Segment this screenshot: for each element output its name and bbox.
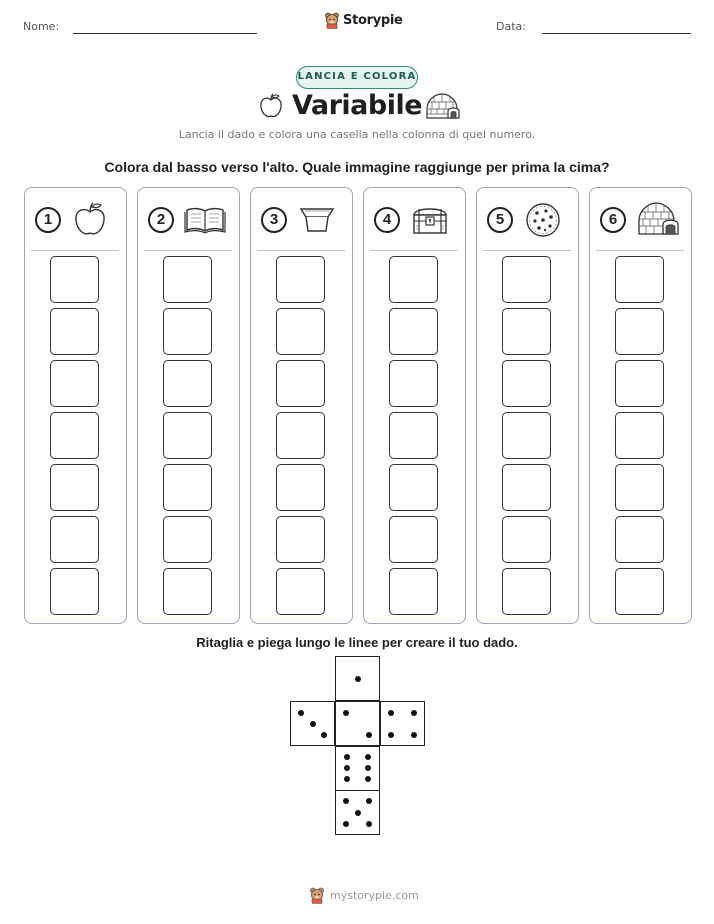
page-title: Variabile: [291, 90, 423, 121]
book-icon: [184, 199, 226, 244]
color-box[interactable]: [502, 308, 551, 355]
box-icon: [297, 199, 337, 244]
die-pip: [321, 732, 327, 738]
color-box[interactable]: [615, 308, 664, 355]
column-header: [590, 188, 691, 250]
color-box[interactable]: [50, 308, 99, 355]
color-box[interactable]: [276, 464, 325, 511]
die-pip: [343, 821, 349, 827]
die-pip: [365, 754, 371, 760]
color-box[interactable]: [389, 308, 438, 355]
color-box[interactable]: [502, 412, 551, 459]
subtitle: Lancia il dado e colora una casella nella colonna di quel numero.: [178, 128, 536, 141]
date-label: Data:: [496, 20, 526, 33]
column-divider: [257, 250, 345, 251]
die-pip: [366, 821, 372, 827]
color-box[interactable]: [389, 256, 438, 303]
die-pip: [366, 798, 372, 804]
color-box[interactable]: [615, 256, 664, 303]
die-pip: [388, 710, 394, 716]
color-box[interactable]: [502, 464, 551, 511]
die-face-2: [335, 701, 380, 746]
column-divider: [31, 250, 119, 251]
color-box[interactable]: [276, 360, 325, 407]
die-pip: [343, 710, 349, 716]
color-box[interactable]: [50, 516, 99, 563]
color-box[interactable]: [276, 256, 325, 303]
cut-instruction: Ritaglia e piega lungo le linee per creare il tuo dado.: [196, 635, 518, 650]
column-number: 1: [35, 207, 61, 233]
color-box[interactable]: [615, 568, 664, 615]
color-box[interactable]: [163, 464, 212, 511]
date-line[interactable]: [542, 33, 691, 34]
column-number: 4: [374, 207, 400, 233]
column-3: [250, 187, 353, 624]
color-box[interactable]: [163, 412, 212, 459]
die-pip: [388, 732, 394, 738]
column-2: [137, 187, 240, 624]
color-box[interactable]: [389, 360, 438, 407]
column-divider: [596, 250, 684, 251]
color-box[interactable]: [50, 568, 99, 615]
die-face-1: [335, 656, 380, 701]
color-box[interactable]: [502, 360, 551, 407]
color-box[interactable]: [163, 568, 212, 615]
color-box[interactable]: [502, 256, 551, 303]
treasure-chest-icon: [410, 199, 450, 244]
name-label: Nome:: [23, 20, 60, 33]
color-box[interactable]: [615, 412, 664, 459]
instruction-text: Colora dal basso verso l'alto. Quale immagine raggiunge per prima la cima?: [104, 159, 610, 175]
die-face-5: [335, 790, 380, 835]
column-header: [477, 188, 578, 250]
color-box[interactable]: [163, 516, 212, 563]
die-pip: [343, 798, 349, 804]
die-face-3: [290, 701, 335, 746]
die-pip: [355, 810, 361, 816]
color-box[interactable]: [50, 360, 99, 407]
footer-url[interactable]: mystorypie.com: [330, 889, 419, 902]
die-pip: [344, 754, 350, 760]
column-header: [251, 188, 352, 250]
column-divider: [483, 250, 571, 251]
die-pip: [411, 732, 417, 738]
footer: [309, 887, 419, 904]
color-box[interactable]: [163, 360, 212, 407]
column-number: 6: [600, 207, 626, 233]
race-columns: [24, 187, 690, 624]
apple-icon: [71, 199, 109, 244]
igloo-icon: [424, 92, 460, 125]
column-5: [476, 187, 579, 624]
column-divider: [144, 250, 232, 251]
brand-name: Storypie: [343, 13, 403, 28]
column-header: [364, 188, 465, 250]
color-box[interactable]: [50, 464, 99, 511]
column-6: [589, 187, 692, 624]
color-box[interactable]: [50, 412, 99, 459]
color-box[interactable]: [276, 568, 325, 615]
color-box[interactable]: [502, 568, 551, 615]
die-pip: [411, 710, 417, 716]
name-line[interactable]: [73, 33, 257, 34]
color-box[interactable]: [615, 360, 664, 407]
die-pip: [355, 676, 361, 682]
color-box[interactable]: [389, 516, 438, 563]
column-4: [363, 187, 466, 624]
die-pip: [365, 765, 371, 771]
column-header: [25, 188, 126, 250]
color-box[interactable]: [276, 516, 325, 563]
color-box[interactable]: [615, 516, 664, 563]
cookie-icon: [523, 199, 563, 244]
color-box[interactable]: [502, 516, 551, 563]
die-pip: [344, 765, 350, 771]
die-face-4: [380, 701, 425, 746]
die-pip: [365, 776, 371, 782]
activity-badge: LANCIA E COLORA: [296, 66, 418, 89]
color-box[interactable]: [50, 256, 99, 303]
brand-logo: [324, 12, 403, 29]
color-box[interactable]: [276, 412, 325, 459]
color-box[interactable]: [163, 308, 212, 355]
column-number: 2: [148, 207, 174, 233]
column-divider: [370, 250, 458, 251]
die-pip: [344, 776, 350, 782]
color-box[interactable]: [615, 464, 664, 511]
bear-mascot-icon: [309, 887, 325, 904]
die-pip: [298, 710, 304, 716]
color-box[interactable]: [163, 256, 212, 303]
column-1: [24, 187, 127, 624]
die-pip: [366, 732, 372, 738]
igloo-icon: [636, 199, 680, 244]
column-number: 5: [487, 207, 513, 233]
column-number: 3: [261, 207, 287, 233]
die-face-6: [335, 746, 380, 791]
color-box[interactable]: [389, 464, 438, 511]
color-box[interactable]: [389, 412, 438, 459]
bear-mascot-icon: [324, 12, 340, 29]
die-pip: [310, 721, 316, 727]
column-header: [138, 188, 239, 250]
color-box[interactable]: [276, 308, 325, 355]
color-box[interactable]: [389, 568, 438, 615]
